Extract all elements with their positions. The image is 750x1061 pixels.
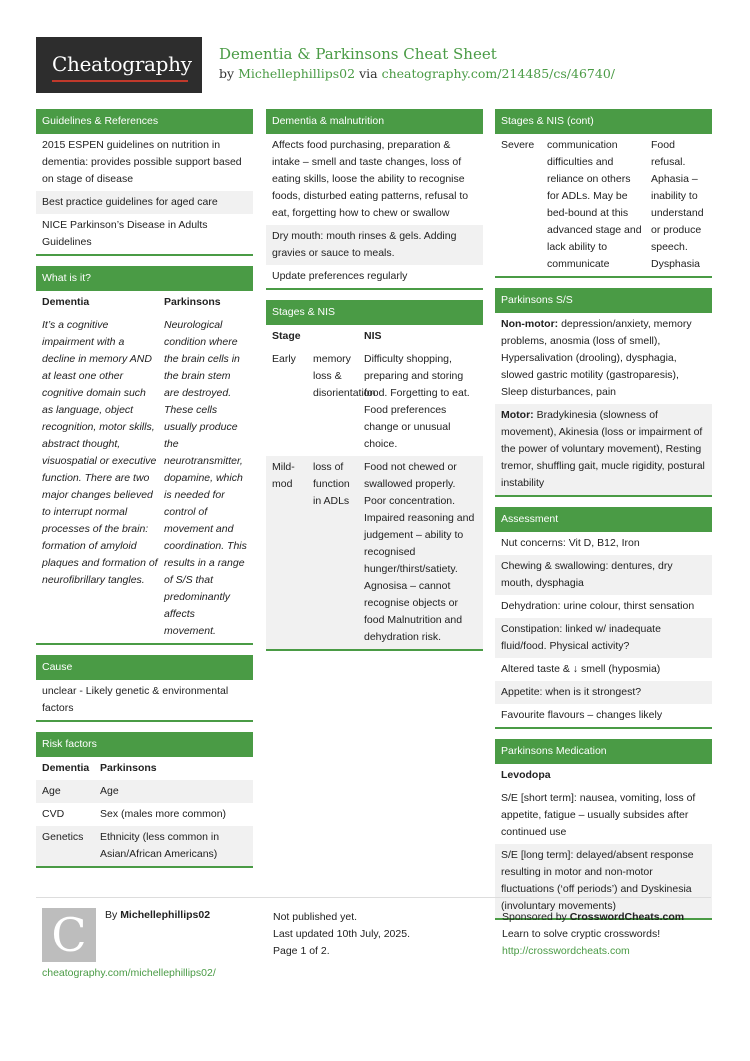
footer-author-link[interactable]: cheatography.com/michellephillips02/ xyxy=(42,967,216,979)
list-item: Best practice guidelines for aged care xyxy=(36,191,253,214)
footer-meta xyxy=(273,909,410,960)
section-title: Assessment xyxy=(495,507,712,532)
col-header-dementia: Dementia xyxy=(42,762,90,774)
table-cell: Sex (males more common) xyxy=(100,808,227,820)
footer-author xyxy=(105,909,210,921)
table-row xyxy=(36,780,253,803)
section-title: Dementia & malnutrition xyxy=(266,109,483,134)
published-status: Not published yet. xyxy=(273,911,358,923)
table-cell: Genetics xyxy=(42,831,84,843)
list-item xyxy=(495,313,712,404)
column-3 xyxy=(495,109,712,930)
malnutrition-section xyxy=(266,109,483,290)
footer-sponsor xyxy=(502,909,684,960)
list-item: Affects food purchasing, preparation & intake – smell and taste changes, loss of eating skills, loose the ability to recognise foods, disturbed eating patterns, refusal to eat, forgetting how to chew or swallow xyxy=(272,139,469,219)
section-title: Parkinsons Medication xyxy=(495,739,712,764)
column-2 xyxy=(266,109,483,661)
list-item: Appetite: when is it strongest? xyxy=(495,681,712,704)
table-cell: Age xyxy=(42,785,61,797)
list-item: Altered taste & ↓ smell (hyposmia) xyxy=(501,663,661,675)
dementia-definition: It’s a cognitive impairment with a decline in memory AND at least one other cognitive domain such as language, object recognition, motor skills, abstract thought, visuospatial or executive function. There are two major changes believed to interrupt normal processes of the brain: formation of amyloid plaques and formation of neurofibrillary tangles. xyxy=(42,319,158,586)
cause-section xyxy=(36,655,253,722)
table-row xyxy=(266,456,483,649)
page-number: Page 1 of 2. xyxy=(273,945,330,957)
cheatography-logo[interactable] xyxy=(36,37,202,93)
col-header-parkinsons: Parkinsons xyxy=(100,762,157,774)
sponsor-url-link[interactable]: http://crosswordcheats.com xyxy=(502,945,630,957)
author-avatar[interactable]: C xyxy=(42,908,96,962)
sponsor-line xyxy=(502,909,684,926)
table-cell: CVD xyxy=(42,808,65,820)
motor-label: Motor: xyxy=(501,409,534,421)
col-header-nis: NIS xyxy=(364,330,382,342)
last-updated: Last updated 10th July, 2025. xyxy=(273,928,410,940)
stages-section xyxy=(266,300,483,651)
column-1 xyxy=(36,109,253,878)
list-item xyxy=(495,404,712,495)
list-item: Dry mouth: mouth rinses & gels. Adding gravies or sauce to meals. xyxy=(266,225,483,265)
list-item: 2015 ESPEN guidelines on nutrition in dementia: provides possible support based on stage of disease xyxy=(42,139,242,185)
byline xyxy=(219,66,615,81)
assessment-section xyxy=(495,507,712,729)
section-title: Stages & NIS (cont) xyxy=(495,109,712,134)
byline-via: via xyxy=(359,66,378,81)
section-title: Stages & NIS xyxy=(266,300,483,325)
logo-text: Cheatography xyxy=(52,52,192,76)
stage-cell: Early xyxy=(272,353,296,365)
byline-by: by xyxy=(219,66,235,81)
table-cell: Age xyxy=(100,785,119,797)
logo-underline xyxy=(52,80,188,82)
stage-cell: Severe xyxy=(501,139,535,151)
list-item: NICE Parkinson’s Disease in Adults Guidelines xyxy=(42,219,208,248)
page-title: Dementia & Parkinsons Cheat Sheet xyxy=(219,45,497,63)
whatisit-section xyxy=(36,266,253,645)
col-header-dementia: Dementia xyxy=(42,296,90,308)
table-row xyxy=(36,826,253,866)
footer-by: By xyxy=(105,909,118,921)
sponsor-tagline: Learn to solve cryptic crosswords! xyxy=(502,928,661,940)
sheet-url-link[interactable]: cheatography.com/214485/cs/46740/ xyxy=(381,66,615,81)
nonmotor-text: depression/anxiety, memory problems, anosmia (loss of smell), Hypersalivation (drooling), dysphagia, slowed gastric motility (gastroparesis), Sleep disturbances, pain xyxy=(501,318,692,398)
list-item: Nut concerns: Vit D, B12, Iron xyxy=(501,537,640,549)
sponsor-name[interactable]: CrosswordCheats.com xyxy=(569,911,685,923)
nis-cell: Difficulty shopping, preparing and storing food. Forgetting to eat. Food preferences change or unusual choice. xyxy=(364,353,470,450)
section-title: Cause xyxy=(36,655,253,680)
table-header xyxy=(266,325,483,348)
list-item: Favourite flavours – changes likely xyxy=(501,709,663,721)
parkinsons-definition: Neurological condition where the brain cells in the brain stem are destroyed. These cells usually produce the neurotransmitter, dopamine, which is needed for control of movement and coordination. This results in a range of S/S that predominantly affects movement. xyxy=(164,319,247,637)
table-header xyxy=(36,757,253,780)
stage-desc-cell: loss of function in ADLs xyxy=(313,461,350,507)
table-row xyxy=(36,314,253,643)
table-header xyxy=(36,291,253,314)
cause-text: unclear - Likely genetic & environmental factors xyxy=(42,685,229,714)
page-footer xyxy=(36,897,711,979)
list-item: Chewing & swallowing: dentures, dry mouth, dysphagia xyxy=(495,555,712,595)
col-header-parkinsons: Parkinsons xyxy=(164,296,221,308)
table-cell: Ethnicity (less common in Asian/African Americans) xyxy=(100,831,220,860)
stage-cell: Mild-mod xyxy=(272,461,295,490)
nis-cell: Food refusal. Aphasia – inability to understand or produce speech. Dysphasia xyxy=(651,139,704,270)
author-link[interactable]: Michellephillips02 xyxy=(238,66,356,81)
risk-section xyxy=(36,732,253,868)
table-row xyxy=(495,134,712,276)
list-item: Update preferences regularly xyxy=(272,270,408,282)
guidelines-section xyxy=(36,109,253,256)
sponsored-by: Sponsored by xyxy=(502,911,567,923)
col-header-stage: Stage xyxy=(272,330,301,342)
section-title: Guidelines & References xyxy=(36,109,253,134)
stage-desc-cell: communication difficulties and reliance on others for ADLs. May be bed-bound at this advanced stage and lack ability to communicate xyxy=(547,139,642,270)
list-item: S/E [short term]: nausea, vomiting, loss of appetite, fatigue – usually subsides after continued use xyxy=(501,792,696,838)
medication-section xyxy=(495,739,712,920)
footer-author-name[interactable]: Michellephillips02 xyxy=(120,909,211,921)
parkinsons-ss-section xyxy=(495,288,712,497)
list-item: Dehydration: urine colour, thirst sensation xyxy=(501,600,695,612)
list-item: S/E [long term]: delayed/absent response resulting in motor and non-motor fluctuations (‘off periods’) and Dyskinesia (involuntary movements) xyxy=(495,844,712,918)
section-title: Risk factors xyxy=(36,732,253,757)
stage-desc-cell: memory loss & disorientation xyxy=(313,353,376,399)
nonmotor-label: Non-motor: xyxy=(501,318,559,330)
section-title: Parkinsons S/S xyxy=(495,288,712,313)
list-item: Constipation: linked w/ inadequate fluid/food. Physical activity? xyxy=(495,618,712,658)
medication-subheading: Levodopa xyxy=(501,769,551,781)
nis-cell: Food not chewed or swallowed properly. Poor concentration. Impaired reasoning and judgement – ability to recognised hunger/thirst/satiety. Agnosisa – cannot recognise objects or food Malnutrition and dehydration risk. xyxy=(364,461,475,643)
motor-text: Bradykinesia (slowness of movement), Akinesia (loss or impairment of the power of voluntary movement), Resting tremor, shuffling gait, mucle rigidity, postural instability xyxy=(501,409,705,489)
section-title: What is it? xyxy=(36,266,253,291)
table-row xyxy=(36,803,253,826)
stages-cont-section xyxy=(495,109,712,278)
table-row xyxy=(266,348,483,456)
